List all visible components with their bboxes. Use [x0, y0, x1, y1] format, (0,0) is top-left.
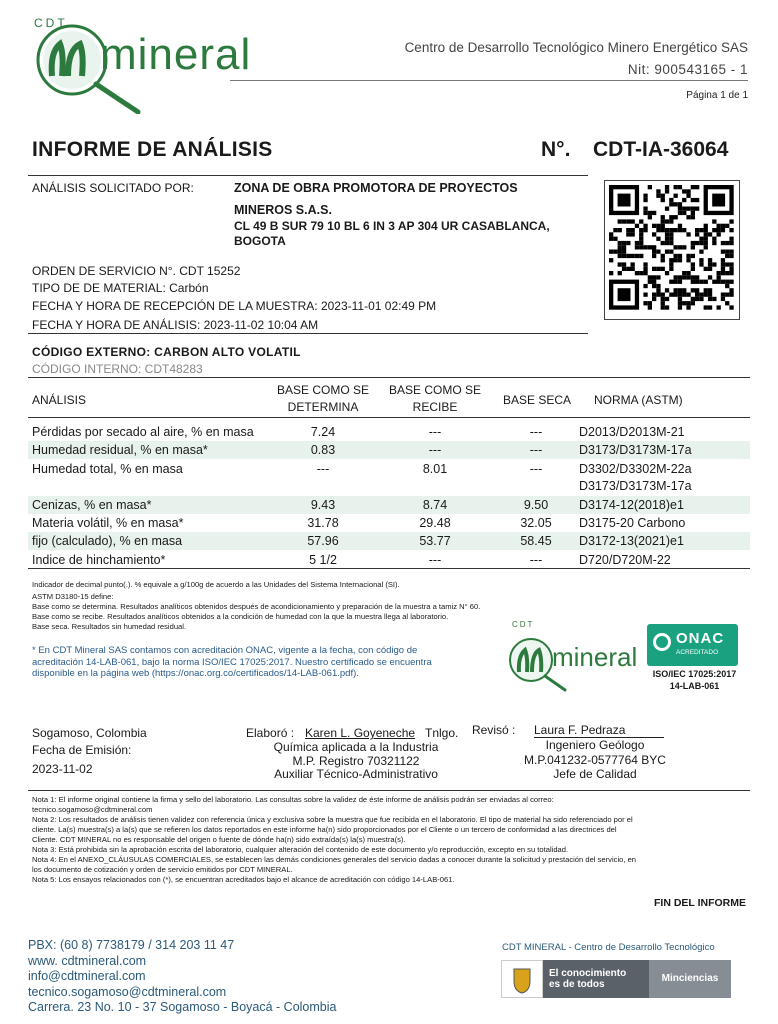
table-cell-base-seca: --- [529, 425, 543, 439]
table-cell-base-recibe: 29.48 [419, 516, 451, 530]
col-analysis: ANÁLISIS [32, 393, 87, 407]
table-cell-base-recibe: --- [428, 425, 442, 439]
footer-web[interactable]: www. cdtmineral.com [28, 953, 147, 968]
footer-address: Carrera. 23 No. 10 - 37 Sogamoso - Boyacá - Colombia [28, 1000, 337, 1014]
company-name: Centro de Desarrollo Tecnológico Minero Energético SAS [404, 40, 748, 55]
reception-date: FECHA Y HORA DE RECEPCIÓN DE LA MUESTRA: 2023-11-01 02:49 PM [32, 299, 437, 313]
onac-ring-icon [653, 633, 671, 651]
table-cell-norma: D720/D720M-22 [579, 553, 671, 567]
rev-line-1: Ingeniero Geólogo [545, 738, 645, 752]
table-cell-base-seca: 9.50 [523, 498, 549, 512]
client-name-1: ZONA DE OBRA PROMOTORA DE PROYECTOS [234, 181, 518, 195]
note-line: Nota 3: Está prohibida sin la aprobación escrita del laboratorio, cualquier alteración del contenido de este documento y/o reproducción, excepto en su totalidad. [32, 845, 569, 854]
table-cell-base-recibe: 8.74 [422, 498, 448, 512]
table-cell-base-seca: 32.05 [520, 516, 552, 530]
client-name-2: MINEROS S.A.S. [234, 203, 332, 217]
table-cell-base-determina: 7.24 [310, 425, 336, 439]
emission-date: 2023-11-02 [32, 762, 93, 776]
rev-details [510, 738, 680, 782]
onac-iso [647, 668, 742, 692]
service-order: ORDEN DE SERVICIO N°. CDT 15252 [32, 264, 241, 278]
note-base-rec: Base como se recibe. Resultados analíticos obtenidos a la condición de humedad con la que la muestra llega al laboratorio. [32, 612, 449, 621]
table-cell-base-recibe: --- [428, 553, 442, 567]
table-top-rule [28, 377, 750, 378]
onac-iso-text: ISO/IEC 17025:2017 [652, 669, 737, 679]
col-base-recibe [380, 382, 490, 416]
accreditation-text [32, 645, 502, 680]
logo-mineral-text: mineral [100, 30, 252, 79]
company-nit: Nit: 900543165 - 1 [627, 62, 748, 77]
onac-badge [647, 624, 738, 666]
onac-name: ONAC [676, 630, 725, 647]
footer-contact [28, 938, 336, 1016]
col-base-seca: BASE SECA [503, 393, 572, 407]
table-cell-base-recibe: 53.77 [419, 534, 451, 548]
table-cell-norma: D3174-12(2018)e1 [579, 498, 684, 512]
rev-line-3: Jefe de Calidad [553, 767, 637, 781]
gov-slogan-1: El conocimiento [549, 968, 627, 979]
made-line-3: Auxiliar Técnico-Administrativo [274, 767, 438, 781]
table-cell-norma: D3175-20 Carbono [579, 516, 686, 530]
table-bottom-rule [28, 568, 750, 569]
header-divider [230, 80, 748, 81]
table-cell-base-seca: --- [529, 553, 543, 567]
table-cell-analysis: Materia volátil, % en masa* [32, 516, 184, 530]
footer-email-tecnico[interactable]: tecnico.sogamoso@cdtmineral.com [28, 984, 227, 999]
note-base-det: Base como se determina. Resultados analíticos obtenidos después de acondicionamiento y preparación de la muestra a tamiz N° 60. [32, 602, 481, 611]
note-line: Cliente. CDT MINERAL no es responsable del origen o fuente de dónde ha(n) sido extraída(s) la(s) muestra(s). [32, 835, 406, 844]
note-astm: ASTM D3180-15 define: [32, 592, 114, 601]
table-cell-norma: D2013/D2013M-21 [579, 425, 685, 439]
table-cell-base-determina: 31.78 [307, 516, 339, 530]
client-label: ANÁLISIS SOLICITADO POR: [32, 181, 194, 195]
table-cell-base-recibe: --- [428, 443, 442, 457]
logo-cdt-text: CDT [34, 16, 68, 30]
table-cell-analysis: Indice de hinchamiento* [32, 553, 166, 567]
end-of-report: FIN DEL INFORME [654, 897, 746, 909]
notes-divider [28, 790, 750, 791]
note-line: cliente. La(s) muestra(s) a la(s) que se refieren los datos reportados en este informe ha(n) sido proporcionados por el Cliente o un tercero de conformidad a las directrices del [32, 825, 617, 834]
rev-label: Revisó : [472, 723, 516, 737]
note-line: Nota 5: Los ensayos relacionados con (*), se encuentran acreditados bajo el alcance de acreditación con código 14-LAB-061. [32, 875, 455, 884]
made-suffix: Tnlgo. [425, 726, 459, 740]
onac-sub: ACREDITADO [676, 649, 719, 656]
note-line: los documento de cotización y orden de servicio emitidos por CDT MINERAL. [32, 865, 293, 874]
col-base-determina [268, 382, 378, 416]
table-cell-norma: D3302/D3302M-22a [579, 462, 692, 476]
title-divider [28, 175, 588, 176]
table-cell-analysis: fijo (calculado), % en masa [32, 534, 183, 548]
table-cell-analysis: Humedad total, % en masa [32, 462, 183, 476]
footer-email-info[interactable]: info@cdtmineral.com [28, 969, 146, 983]
table-cell-base-determina: 57.96 [307, 534, 339, 548]
made-line-1: Química aplicada a la Industria [273, 740, 439, 754]
rev-line-2: M.P.041232-0577764 BYC [524, 752, 666, 767]
analysis-date: FECHA Y HORA DE ANÁLISIS: 2023-11-02 10:04 AM [32, 318, 319, 332]
secondary-logo-cdt: CDT [512, 620, 535, 629]
table-cell-base-seca: --- [529, 462, 543, 476]
table-header-rule [28, 417, 750, 418]
footer-pbx: PBX: (60 8) 7738179 / 314 203 11 47 [28, 938, 235, 952]
gov-slogan-2: es de todos [549, 979, 605, 990]
report-title: INFORME DE ANÁLISIS [32, 138, 273, 161]
note-line: Nota 2: Los resultados de análisis tienen validez con referencia única y exclusiva sobre la muestra que fue recibida en el laboratorio. El tipo de material ha sido referenciado por el [32, 815, 633, 824]
order-divider [28, 333, 588, 334]
onac-code: 14-LAB-061 [669, 681, 720, 691]
footer-right-title: CDT MINERAL - Centro de Desarrollo Tecnológico [502, 942, 715, 953]
accreditation-line-3: disponible en la página web (https://onac.org.co/certificados/14-LAB-061.pdf). [32, 668, 359, 679]
table-cell-norma-2: D3173/D3173M-17a [579, 479, 692, 493]
qr-code [604, 180, 740, 320]
report-notes [32, 795, 750, 885]
table-cell-norma: D3172-13(2021)e1 [579, 534, 684, 548]
table-cell-base-seca: --- [529, 443, 543, 457]
col-base-recibe-l1: BASE COMO SE [388, 383, 482, 397]
col-base-recibe-l2: RECIBE [412, 400, 458, 414]
gov-slogan [549, 968, 626, 990]
city: Sogamoso, Colombia [32, 726, 147, 740]
client-address-1: CL 49 B SUR 79 10 BL 6 IN 3 AP 304 UR CASABLANCA, [234, 219, 550, 233]
table-cell-analysis: Humedad residual, % en masa* [32, 443, 208, 457]
secondary-logo-text: mineral [552, 642, 638, 672]
table-cell-norma: D3173/D3173M-17a [579, 443, 692, 457]
accreditation-line-2: acreditación 14-LAB-061, bajo la norma ISO/IEC 17025:2017. Nuestro certificado se encuentra [32, 656, 432, 668]
external-code: CÓDIGO EXTERNO: CARBON ALTO VOLATIL [32, 345, 301, 359]
emission-label: Fecha de Emisión: [32, 743, 132, 757]
note-line: tecnico.sogamoso@cdtmineral.com [32, 805, 153, 814]
col-norma: NORMA (ASTM) [594, 393, 683, 407]
table-cell-base-determina: 5 1/2 [309, 553, 337, 567]
page-number: Página 1 de 1 [686, 90, 748, 101]
table-cell-base-determina: --- [316, 462, 330, 476]
report-number: CDT-IA-36064 [593, 138, 729, 161]
client-address-2: BOGOTA [234, 234, 286, 248]
table-cell-analysis: Cenizas, % en masa* [32, 498, 152, 512]
table-cell-base-seca: 58.45 [520, 534, 552, 548]
material-type: TIPO DE DE MATERIAL: Carbón [32, 281, 209, 295]
table-cell-analysis: Pérdidas por secado al aire, % en masa [32, 425, 254, 439]
note-decimal: Indicador de decimal punto(.). % equivale a g/100g de acuerdo a las Unidades del Sistema Internacional (SI). [32, 580, 400, 589]
accreditation-line-1: * En CDT Mineral SAS contamos con acreditación ONAC, vigente a la fecha, con código de [32, 645, 418, 656]
report-number-label: N°. [541, 138, 571, 161]
minciencias-logo: Minciencias [649, 960, 731, 998]
note-line: Nota 1: El informe original contiene la firma y sello del laboratorio. Las consultas sobre la validez de éste informe de análisis podrán ser enviadas al correo: [32, 795, 554, 804]
table-cell-base-determina: 9.43 [310, 498, 336, 512]
made-label: Elaboró : [246, 726, 295, 740]
made-details [256, 741, 456, 782]
colombia-shield-icon [501, 960, 543, 998]
col-base-determina-l2: DETERMINA [287, 400, 359, 414]
qr-code-icon [609, 185, 735, 315]
gov-banner [501, 960, 731, 998]
col-base-determina-l1: BASE COMO SE [276, 383, 370, 397]
made-line-2: M.P. Registro 70321122 [292, 753, 420, 768]
table-cell-base-recibe: 8.01 [422, 462, 448, 476]
table-cell-base-determina: 0.83 [310, 443, 336, 457]
rev-name: Laura F. Pedraza [534, 723, 664, 738]
note-base-dry: Base seca. Resultados sin humedad residual. [32, 622, 187, 631]
note-line: Nota 4: En el ANEXO_CLÁUSULAS COMERCIALES, se establecen las demás condiciones generales del servicio dadas a conocer durante la solicitud y prestación del servicio, en [32, 855, 637, 864]
internal-code: CÓDIGO INTERNO: CDT48283 [32, 362, 203, 376]
made-name: Karen L. Goyeneche [305, 726, 416, 740]
